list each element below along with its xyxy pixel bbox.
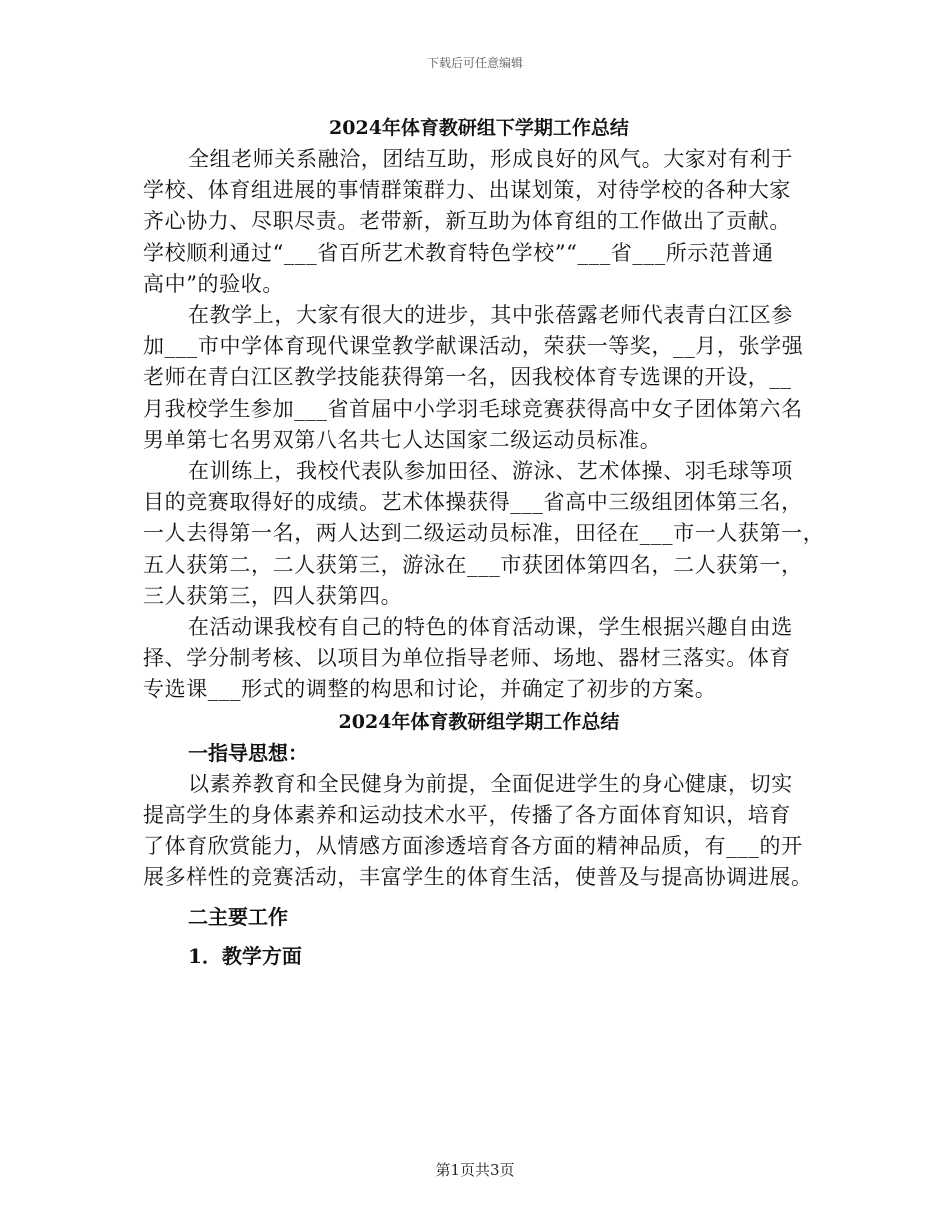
page-number: 第1页共3页 bbox=[435, 1161, 515, 1179]
text-line: 五人获第二，二人获第三，游泳在___市获团体第四名，二人获第一， bbox=[143, 552, 803, 577]
text-line: 老师在青白江区教学技能获得第一名，因我校体育专选课的开设，__ bbox=[143, 365, 792, 390]
section2-title: 2024年体育教研组学期工作总结 bbox=[338, 710, 620, 733]
section1-paragraph-2 bbox=[143, 300, 815, 456]
section1-paragraph-4 bbox=[143, 612, 815, 706]
main-work-heading: 二主要工作 bbox=[188, 904, 288, 929]
section1-title: 2024年体育教研组下学期工作总结 bbox=[329, 117, 629, 139]
text-line: 男单第七名男双第八名共七人达国家二级运动员标准。 bbox=[143, 427, 662, 452]
text-line: 提高学生的身体素养和运动技术水平，传播了各方面体育知识，培育 bbox=[143, 803, 791, 828]
text-line: 加___市中学体育现代课堂教学献课活动，荣获一等奖，__月，张学强 bbox=[143, 334, 804, 359]
section1-paragraph-3 bbox=[143, 456, 825, 612]
text-line: 一人去得第一名，两人达到二级运动员标准，田径在___市一人获第一， bbox=[143, 521, 825, 546]
text-line: 学校顺利通过“___省百所艺术教育特色学校”“___省___所示范普通 bbox=[143, 240, 774, 265]
text-line: 以素养教育和全民健身为前提，全面促进学生的身心健康，切实 bbox=[188, 771, 793, 796]
text-line: 在教学上，大家有很大的进步，其中张蓓露老师代表青白江区参 bbox=[188, 303, 793, 328]
text-line: 在训练上，我校代表队参加田径、游泳、艺术体操、羽毛球等项 bbox=[188, 459, 793, 484]
text-line: 了体育欣赏能力，从情感方面渗透培育各方面的精神品质，有___的开 bbox=[143, 834, 803, 859]
text-line: 全组老师关系融洽，团结互助，形成良好的风气。大家对有利于 bbox=[188, 147, 793, 171]
text-line: 齐心协力、尽职尽责。老带新，新互助为体育组的工作做出了贡献。 bbox=[143, 209, 791, 234]
download-note: 下载后可任意编辑 bbox=[426, 56, 523, 70]
teaching-heading: 1．教学方面 bbox=[188, 943, 302, 968]
text-line: 专选课___形式的调整的构思和讨论，并确定了初步的方案。 bbox=[143, 677, 717, 702]
text-line: 展多样性的竞赛活动，丰富学生的体育生活，使普及与提高协调进展。 bbox=[143, 865, 813, 890]
text-line: 高中”的验收。 bbox=[143, 271, 284, 296]
section1-paragraph-1 bbox=[143, 144, 815, 300]
text-line: 学校、体育组进展的事情群策群力、出谋划策，对待学校的各种大家 bbox=[143, 178, 791, 203]
text-line: 择、学分制考核、以项目为单位指导老师、场地、器材三落实。体育 bbox=[143, 646, 791, 671]
section2-paragraph bbox=[143, 769, 815, 894]
text-line: 在活动课我校有自己的特色的体育活动课，学生根据兴趣自由选 bbox=[188, 615, 793, 640]
text-line: 月我校学生参加___省首届中小学羽毛球竞赛获得高中女子团体第六名 bbox=[143, 396, 803, 421]
text-line: 三人获第三，四人获第四。 bbox=[143, 583, 403, 608]
text-line: 目的竞赛取得好的成绩。艺术体操获得___省高中三级组团体第三名， bbox=[143, 490, 803, 515]
guiding-ideology-heading: 一指导思想： bbox=[188, 740, 308, 765]
document-body bbox=[143, 112, 825, 972]
